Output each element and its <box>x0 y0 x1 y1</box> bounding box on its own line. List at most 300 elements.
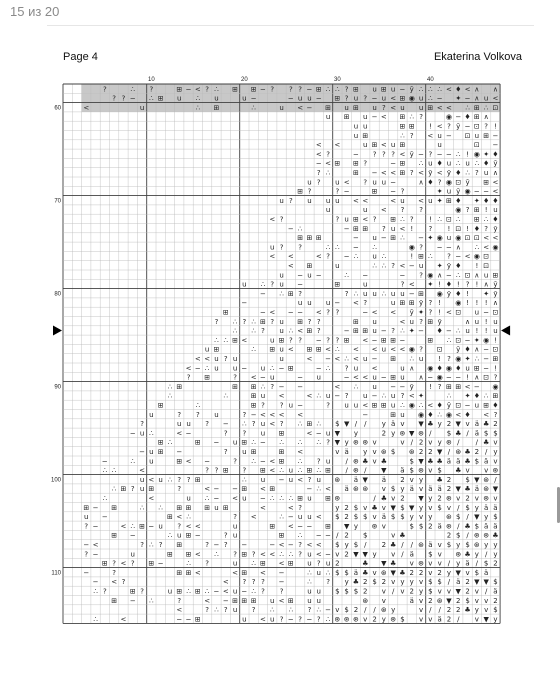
stitch-symbol: ? <box>316 178 321 187</box>
stitch-symbol: $ <box>483 559 489 568</box>
stitch-symbol: ⊡ <box>455 308 462 317</box>
stitch-symbol: u <box>307 494 312 503</box>
stitch-symbol: ∴ <box>446 336 452 345</box>
stitch-symbol: ∴ <box>428 85 433 94</box>
stitch-symbol: ♣ <box>390 559 397 568</box>
stitch-symbol: ◉ <box>445 113 453 122</box>
stitch-symbol: ∴ <box>307 578 312 587</box>
stitch-symbol: ? <box>307 475 312 484</box>
stitch-symbol: ? <box>344 392 349 401</box>
stitch-symbol: ⊛ <box>455 550 462 559</box>
stitch-symbol: ⊞ <box>492 354 499 363</box>
stitch-symbol: u <box>232 559 238 568</box>
stitch-symbol: u <box>446 234 452 243</box>
stitch-symbol: ▼ <box>455 587 461 596</box>
stitch-symbol: ⊛ <box>334 494 341 503</box>
stitch-symbol: ? <box>270 85 275 94</box>
stitch-symbol: ä <box>493 587 498 596</box>
stitch-symbol: ▼ <box>483 615 489 624</box>
stitch-symbol: v <box>372 438 377 447</box>
stitch-symbol: u <box>363 354 368 363</box>
stitch-symbol: ◉ <box>427 364 434 373</box>
stitch-symbol: ? <box>316 457 321 466</box>
stitch-symbol: − <box>446 131 452 140</box>
stitch-symbol: u <box>363 280 368 289</box>
stitch-symbol: ! <box>475 299 479 308</box>
stitch-symbol: ∴ <box>232 317 238 326</box>
stitch-symbol: v <box>391 494 396 503</box>
stitch-symbol: ⊞ <box>315 345 322 354</box>
stitch-symbol: ∴ <box>214 606 219 615</box>
stitch-symbol: ∴ <box>325 243 331 252</box>
stitch-symbol: ? <box>409 168 414 177</box>
stitch-symbol: / <box>466 531 469 540</box>
stitch-symbol: ⊞ <box>204 503 211 512</box>
stitch-symbol: ⊛ <box>483 485 490 494</box>
stitch-symbol: / <box>484 447 488 456</box>
stitch-symbol: ⊛ <box>362 596 369 605</box>
stitch-symbol: ä <box>344 485 349 494</box>
stitch-symbol: $ <box>363 531 368 540</box>
stitch-symbol: ◉ <box>455 354 462 363</box>
stitch-symbol: y <box>409 513 414 522</box>
stitch-symbol: ⊛ <box>446 494 452 503</box>
stitch-symbol: u <box>363 141 368 150</box>
stitch-symbol: ? <box>363 299 368 308</box>
stitch-symbol: ♦ <box>492 150 499 159</box>
stitch-symbol: ä <box>437 485 442 494</box>
stitch-symbol: ⊞ <box>473 364 480 373</box>
stitch-symbol: < <box>148 475 155 484</box>
stitch-symbol: − <box>380 234 387 243</box>
stitch-symbol: − <box>371 354 378 363</box>
row-label: 100 <box>50 477 61 484</box>
stitch-symbol: ⊞ <box>278 531 285 540</box>
stitch-symbol: − <box>446 373 452 382</box>
stitch-symbol: 2 <box>372 615 377 624</box>
stitch-symbol: ⊞ <box>446 382 452 391</box>
stitch-symbol: ä <box>456 457 461 466</box>
stitch-symbol: u <box>307 196 312 205</box>
stitch-symbol: < <box>297 447 304 456</box>
stitch-symbol: − <box>343 373 350 382</box>
stitch-symbol: ⊞ <box>362 327 369 336</box>
stitch-symbol: < <box>222 587 229 596</box>
stitch-symbol: u <box>418 261 424 270</box>
stitch-symbol: ? <box>447 252 451 261</box>
stitch-symbol: ◉ <box>464 187 471 196</box>
stitch-symbol: ∴ <box>409 354 414 363</box>
stitch-symbol: ⊞ <box>353 224 359 233</box>
stitch-symbol: ⊞ <box>222 308 229 317</box>
stitch-symbol: / <box>457 522 460 531</box>
stitch-symbol: < <box>306 429 313 438</box>
stitch-symbol: ∴ <box>372 261 377 270</box>
stitch-symbol: y <box>363 447 368 456</box>
stitch-symbol: ⊞ <box>483 401 490 410</box>
stitch-symbol: ? <box>428 308 433 317</box>
stitch-symbol: u <box>307 550 312 559</box>
stitch-symbol: < <box>362 373 369 382</box>
stitch-symbol: − <box>455 252 462 261</box>
stitch-symbol: − <box>362 271 369 280</box>
stitch-symbol: ⊞ <box>250 401 257 410</box>
stitch-symbol: ∴ <box>372 243 377 252</box>
stitch-symbol: < <box>269 252 276 261</box>
stitch-symbol: / <box>429 606 432 615</box>
stitch-symbol: < <box>287 261 294 270</box>
stitch-symbol: ∴ <box>279 494 284 503</box>
stitch-symbol: y <box>344 540 349 549</box>
stitch-symbol: < <box>418 196 424 205</box>
stitch-symbol: ⊞ <box>325 522 331 531</box>
stitch-symbol: $ <box>390 447 396 456</box>
stitch-symbol: ⊞ <box>343 336 350 345</box>
stitch-symbol: ? <box>474 168 479 177</box>
stitch-symbol: ▼ <box>390 568 396 577</box>
stitch-symbol: ? <box>419 345 423 354</box>
row-label: 70 <box>54 198 61 205</box>
stitch-symbol: v <box>428 615 433 624</box>
stitch-symbol: < <box>380 141 387 150</box>
stitch-symbol: < <box>315 513 322 522</box>
stitch-symbol: u <box>232 438 238 447</box>
stitch-symbol: / <box>364 606 367 615</box>
stitch-symbol: ⊞ <box>157 94 164 103</box>
stitch-symbol: ⊛ <box>353 438 359 447</box>
stitch-symbol: u <box>390 85 396 94</box>
stitch-symbol: ä <box>437 522 442 531</box>
stitch-symbol: ? <box>344 364 349 373</box>
stitch-symbol: ∴ <box>130 457 135 466</box>
stitch-symbol: $ <box>409 457 414 466</box>
stitch-symbol: − <box>362 308 369 317</box>
stitch-symbol: / <box>447 559 451 568</box>
stitch-symbol: − <box>241 540 248 549</box>
stitch-symbol: ⊞ <box>185 531 192 540</box>
stitch-symbol: < <box>371 364 378 373</box>
stitch-symbol: ⊡ <box>455 401 462 410</box>
stitch-symbol: $ <box>335 540 340 549</box>
stitch-symbol: $ <box>390 513 396 522</box>
stitch-symbol: ▼ <box>418 494 424 503</box>
stitch-symbol: 2 <box>409 568 414 577</box>
stitch-symbol: − <box>408 261 415 270</box>
stitch-symbol: ? <box>335 215 340 224</box>
stitch-symbol: ∴ <box>344 354 349 363</box>
stitch-symbol: 2 <box>446 615 452 624</box>
stitch-symbol: ? <box>130 559 135 568</box>
stitch-symbol: ♣ <box>371 503 378 512</box>
stitch-symbol: / <box>475 559 479 568</box>
stitch-symbol: y <box>381 420 386 429</box>
stitch-symbol: < <box>278 392 285 401</box>
stitch-symbol: ! <box>494 122 497 131</box>
stitch-symbol: ∴ <box>186 559 191 568</box>
stitch-symbol: u <box>390 392 396 401</box>
stitch-symbol: < <box>232 494 238 503</box>
stitch-symbol: − <box>436 243 443 252</box>
stitch-symbol: < <box>204 354 211 363</box>
stitch-symbol: v <box>381 485 386 494</box>
stitch-symbol: ä <box>437 615 442 624</box>
stitch-symbol: − <box>297 522 304 531</box>
stitch-symbol: − <box>353 234 359 243</box>
stitch-symbol: < <box>464 382 471 391</box>
stitch-symbol: $ <box>353 513 359 522</box>
stitch-symbol: ⊞ <box>185 550 192 559</box>
stitch-symbol: ⊞ <box>176 457 183 466</box>
stitch-symbol: ? <box>419 113 423 122</box>
stitch-symbol: ? <box>409 131 414 140</box>
stitch-symbol: − <box>92 578 99 587</box>
stitch-symbol: < <box>185 364 192 373</box>
stitch-symbol: u <box>279 196 284 205</box>
stitch-symbol: v <box>474 494 479 503</box>
stitch-symbol: ∴ <box>335 85 340 94</box>
stitch-symbol: ! <box>494 364 497 373</box>
stitch-symbol: ⊡ <box>446 215 452 224</box>
stitch-symbol: u <box>270 373 275 382</box>
stitch-symbol: 2 <box>418 568 424 577</box>
stitch-symbol: y <box>474 550 479 559</box>
stitch-symbol: u <box>214 364 219 373</box>
stitch-symbol: − <box>222 420 229 429</box>
stitch-symbol: ⊛ <box>380 568 387 577</box>
stitch-symbol: < <box>269 550 276 559</box>
stitch-symbol: ∧ <box>474 373 480 382</box>
stitch-symbol: ♣ <box>436 457 443 466</box>
stitch-symbol: − <box>483 354 490 363</box>
stitch-symbol: $ <box>335 568 340 577</box>
stitch-symbol: v <box>335 550 340 559</box>
stitch-symbol: v <box>391 550 396 559</box>
stitch-symbol: ∴ <box>297 466 303 475</box>
stitch-symbol: < <box>343 178 350 187</box>
stitch-symbol: v <box>465 568 470 577</box>
stitch-symbol: − <box>287 513 294 522</box>
stitch-symbol: v <box>381 503 386 512</box>
stitch-symbol: ∴ <box>130 522 135 531</box>
stitch-symbol: 2 <box>418 438 424 447</box>
stitch-symbol: v <box>428 466 433 475</box>
stitch-symbol: u <box>390 401 396 410</box>
stitch-symbol: − <box>297 382 304 391</box>
stitch-symbol: ∴ <box>242 420 247 429</box>
stitch-symbol: ⊞ <box>306 234 313 243</box>
stitch-symbol: ∴ <box>214 85 219 94</box>
stitch-symbol: − <box>315 271 322 280</box>
stitch-symbol: v <box>381 587 386 596</box>
stitch-symbol: ? <box>307 606 312 615</box>
stitch-symbol: ? <box>102 587 107 596</box>
stitch-symbol: v <box>428 559 433 568</box>
stitch-symbol: < <box>111 578 118 587</box>
stitch-symbol: ◉ <box>492 382 499 391</box>
stitch-symbol: u <box>279 317 284 326</box>
stitch-symbol: v <box>372 568 377 577</box>
stitch-symbol: ▼ <box>455 568 461 577</box>
stitch-symbol: ? <box>205 559 210 568</box>
stitch-symbol: ∴ <box>307 568 312 577</box>
stitch-symbol: u <box>353 401 359 410</box>
stitch-symbol: v <box>418 615 424 624</box>
stitch-symbol: < <box>427 131 434 140</box>
stitch-symbol: ? <box>316 615 321 624</box>
stitch-symbol: − <box>278 578 285 587</box>
stitch-symbol: ⊞ <box>455 382 462 391</box>
stitch-symbol: ⊛ <box>390 615 397 624</box>
stitch-symbol: u <box>316 373 321 382</box>
stitch-symbol: ⊞ <box>427 336 434 345</box>
stitch-symbol: $ <box>409 522 414 531</box>
stitch-symbol: ⊞ <box>278 457 285 466</box>
stitch-symbol: $ <box>335 513 340 522</box>
stitch-symbol: ȳ <box>446 401 452 410</box>
stitch-symbol: u <box>297 94 303 103</box>
stitch-symbol: $ <box>465 503 470 512</box>
stitch-symbol: ∴ <box>418 401 424 410</box>
stitch-symbol: u <box>242 494 247 503</box>
stitch-symbol: ? <box>130 485 135 494</box>
stitch-symbol: ∴ <box>251 438 256 447</box>
stitch-symbol: ∴ <box>204 364 210 373</box>
stitch-symbol: ∴ <box>195 401 201 410</box>
stitch-symbol: ♣ <box>455 466 462 475</box>
stitch-symbol: − <box>129 429 136 438</box>
stitch-symbol: u <box>344 215 349 224</box>
stitch-symbol: − <box>129 596 136 605</box>
stitch-symbol: ⊛ <box>446 522 452 531</box>
stitch-symbol: / <box>429 429 432 438</box>
stitch-symbol: ⊛ <box>362 485 369 494</box>
stitch-symbol: y <box>493 540 498 549</box>
stitch-symbol: < <box>399 150 406 159</box>
stitch-symbol: < <box>353 373 359 382</box>
stitch-symbol: ? <box>223 531 228 540</box>
stitch-symbol: y <box>493 447 498 456</box>
stitch-symbol: ♦ <box>473 392 480 401</box>
stitch-symbol: ä <box>484 457 489 466</box>
stitch-symbol: $ <box>400 615 405 624</box>
stitch-symbol: ⊞ <box>232 382 238 391</box>
stitch-symbol: ∧ <box>483 280 489 289</box>
stitch-symbol: 2 <box>344 550 349 559</box>
stitch-symbol: ♦ <box>427 178 434 187</box>
stitch-symbol: ⊞ <box>399 168 406 177</box>
stitch-symbol: y <box>484 513 489 522</box>
stitch-symbol: y <box>474 606 479 615</box>
stitch-symbol: u <box>158 475 163 484</box>
stitch-symbol: ♣ <box>464 485 471 494</box>
stitch-symbol: ä <box>409 550 414 559</box>
stitch-symbol: ✦ <box>408 327 415 336</box>
stitch-symbol: ▼ <box>343 522 350 531</box>
stitch-symbol: ? <box>316 327 321 336</box>
stitch-symbol: v <box>484 466 489 475</box>
stitch-symbol: ⊡ <box>473 141 480 150</box>
stitch-symbol: ? <box>205 466 210 475</box>
stitch-symbol: ? <box>344 289 349 298</box>
stitch-symbol: / <box>391 587 395 596</box>
stitch-symbol: u <box>232 531 238 540</box>
stitch-symbol: ? <box>288 85 293 94</box>
stitch-symbol: ⊡ <box>483 252 490 261</box>
stitch-symbol: u <box>214 94 219 103</box>
stitch-symbol: ♣ <box>362 559 369 568</box>
stitch-symbol: − <box>269 540 276 549</box>
stitch-symbol: − <box>455 113 462 122</box>
stitch-symbol: ♦ <box>455 168 462 177</box>
stitch-symbol: u <box>84 513 89 522</box>
stitch-symbol: ä <box>465 559 470 568</box>
stitch-symbol: < <box>278 559 285 568</box>
stitch-symbol: < <box>455 410 462 419</box>
stitch-symbol: ∴ <box>446 392 452 401</box>
stitch-symbol: ⊛ <box>418 466 424 475</box>
stitch-symbol: ▼ <box>343 420 350 429</box>
stitch-symbol: ∴ <box>437 215 442 224</box>
stitch-symbol: ▼ <box>418 457 424 466</box>
stitch-symbol: $ <box>335 587 340 596</box>
stitch-symbol: − <box>260 494 266 503</box>
stitch-symbol: ⊞ <box>473 113 480 122</box>
stitch-symbol: − <box>464 401 471 410</box>
stitch-symbol: − <box>483 364 490 373</box>
page-label: Page 4 <box>63 51 98 63</box>
stitch-symbol: ⊛ <box>399 429 406 438</box>
stitch-symbol: ∴ <box>195 103 201 112</box>
stitch-symbol: − <box>343 252 350 261</box>
stitch-symbol: ∴ <box>437 85 442 94</box>
stitch-symbol: ∴ <box>251 587 256 596</box>
stitch-symbol: v <box>493 438 498 447</box>
stitch-symbol: u <box>186 494 191 503</box>
center-marker-left-icon <box>53 325 62 335</box>
stitch-symbol: u <box>260 420 266 429</box>
stitch-symbol: − <box>371 94 378 103</box>
stitch-symbol: − <box>185 429 192 438</box>
stitch-symbol: ⊞ <box>353 168 359 177</box>
stitch-symbol: ⊞ <box>343 113 350 122</box>
stitch-symbol: ⊞ <box>371 141 378 150</box>
stitch-symbol: ? <box>223 540 228 549</box>
stitch-symbol: − <box>297 308 304 317</box>
stitch-symbol: u <box>214 410 219 419</box>
stitch-symbol: < <box>260 410 266 419</box>
stitch-symbol: u <box>353 364 359 373</box>
stitch-symbol: ȳ <box>446 289 452 298</box>
stitch-symbol: u <box>474 401 480 410</box>
stitch-symbol: u <box>325 206 331 215</box>
stitch-symbol: ? <box>335 336 340 345</box>
stitch-symbol: < <box>353 354 359 363</box>
stitch-symbol: < <box>269 420 276 429</box>
stitch-symbol: < <box>315 550 322 559</box>
stitch-symbol: ? <box>298 336 303 345</box>
stitch-symbol: $ <box>428 550 433 559</box>
stitch-symbol: ∴ <box>204 494 210 503</box>
stitch-symbol: ? <box>205 606 210 615</box>
stitch-symbol: − <box>418 327 424 336</box>
stitch-symbol: ∴ <box>474 243 480 252</box>
stitch-symbol: u <box>177 420 182 429</box>
stitch-symbol: u <box>353 94 359 103</box>
stitch-symbol: < <box>408 392 415 401</box>
stitch-symbol: ? <box>279 215 284 224</box>
stitch-symbol: ⊞ <box>241 485 248 494</box>
stitch-symbol: ? <box>102 85 107 94</box>
